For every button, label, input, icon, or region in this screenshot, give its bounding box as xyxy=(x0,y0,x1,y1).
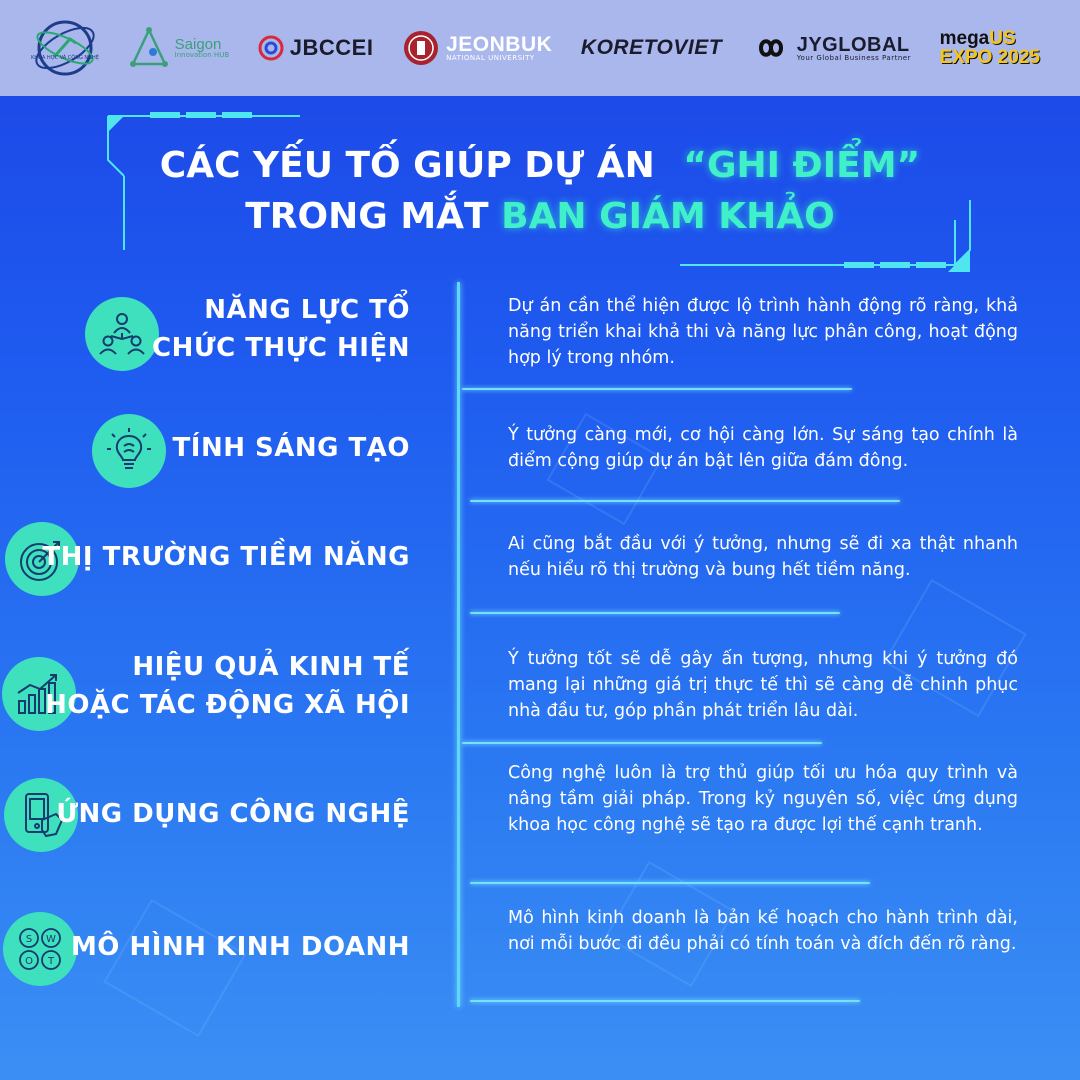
jbccei-emblem-icon xyxy=(258,35,284,61)
saigon-innovation-hub-logo xyxy=(129,26,229,70)
title-line2-white: TRONG MẮT xyxy=(245,196,489,238)
item-label-line: HOẶC TÁC ĐỘNG XÃ HỘI xyxy=(45,689,410,720)
decorative-hexagon xyxy=(103,899,246,1037)
swot-letter: W xyxy=(46,934,56,945)
item-label-line: ỨNG DỤNG CÔNG NGHỆ xyxy=(56,799,410,829)
jbccei-logo xyxy=(258,35,374,61)
item-label-line: HIỆU QUẢ KINH TẾ xyxy=(132,652,410,682)
divider-line xyxy=(470,500,900,502)
mega-us-text: US xyxy=(989,28,1016,49)
logo-caption: KHOA HỌC VÀ CÔNG NGHỆ xyxy=(31,55,99,61)
item-description: Dự án cần thể hiện được lộ trình hành động rõ ràng, khả năng triển khai khả thi và năng lực phân công, hoạt động hợp lý trong nhóm. xyxy=(508,296,1018,368)
timeline-line xyxy=(457,282,460,1007)
item-description: Ý tưởng tốt sẽ dễ gây ấn tượng, nhưng khi ý tưởng đó mang lại những giá trị thực tế thì sẽ càng dễ chinh phục nhà đầu tư, góp phần phát triển lâu dài. xyxy=(508,649,1018,721)
item-label-economic-impact xyxy=(45,649,410,724)
item-label-line: TÍNH SÁNG TẠO xyxy=(172,433,410,463)
divider-line xyxy=(470,1000,860,1002)
item-description: Mô hình kinh doanh là bản kế hoạch cho hành trình dài, nơi mỗi bước đi đều phải có tính toán và đích đến rõ ràng. xyxy=(508,908,1018,954)
jbccei-logo-text: JBCCEI xyxy=(289,35,374,60)
jyglobal-logo-subtext: Your Global Business Partner xyxy=(796,53,911,62)
mega-us-expo-logo xyxy=(940,29,1040,67)
item-description: Công nghệ luôn là trợ thủ giúp tối ưu hóa quy trình và nâng tầm giải pháp. Trong kỷ nguyên số, việc ứng dụng khoa học công nghệ sẽ tạo ra được lợi thế cạnh tranh. xyxy=(508,763,1018,835)
divider-line xyxy=(470,882,870,884)
koretoviet-logo xyxy=(581,36,722,60)
jeonbuk-university-logo xyxy=(402,29,552,67)
item-label-line: MÔ HÌNH KINH DOANH xyxy=(70,932,410,962)
lightbulb-brain-icon xyxy=(92,414,166,488)
swot-letter: O xyxy=(25,956,33,967)
science-technology-logo xyxy=(30,13,100,83)
university-seal-icon xyxy=(402,29,440,67)
team-icon xyxy=(85,297,159,371)
title-line1-white: CÁC YẾU TỐ GIÚP DỰ ÁN xyxy=(159,145,655,186)
title-line1-green: “GHI ĐIỂM” xyxy=(683,145,921,186)
triangle-network-icon xyxy=(129,26,169,70)
jeonbuk-logo-subtext: NATIONAL UNIVERSITY xyxy=(446,54,535,62)
saigon-logo-subtext: Innovation HUB xyxy=(174,51,230,59)
item-description: Ai cũng bắt đầu với ý tưởng, nhưng sẽ đi xa thật nhanh nếu hiểu rõ thị trường và bung hết tiềm năng. xyxy=(508,534,1018,580)
partner-logo-bar xyxy=(0,0,1080,96)
mega-expo-text: EXPO 2025 xyxy=(939,47,1040,68)
globe-icon xyxy=(30,13,100,83)
infinity-icon xyxy=(751,35,791,61)
jyglobal-logo-text: JYGLOBAL xyxy=(796,33,910,56)
jeonbuk-logo-text: JEONBUK xyxy=(446,33,553,56)
item-label-market xyxy=(42,539,410,577)
item-label-line: THỊ TRƯỜNG TIỀM NĂNG xyxy=(42,542,410,572)
item-label-line: NĂNG LỰC TỔ xyxy=(204,295,410,325)
divider-line xyxy=(462,388,852,390)
jyglobal-logo xyxy=(751,35,911,62)
item-label-organization xyxy=(152,292,410,367)
item-label-technology xyxy=(56,796,410,834)
swot-icon xyxy=(3,912,77,986)
koretoviet-logo-text: KORETOVIET xyxy=(580,36,723,59)
divider-line xyxy=(462,742,822,744)
item-label-business-model xyxy=(71,929,410,967)
item-label-line: CHỨC THỰC HIỆN xyxy=(152,332,410,363)
swot-letter: S xyxy=(25,934,33,945)
page-title xyxy=(0,140,1080,242)
mega-logo-text: mega xyxy=(939,28,990,49)
divider-line xyxy=(470,612,840,614)
swot-letter: T xyxy=(47,956,55,967)
item-label-creativity xyxy=(173,430,410,468)
item-description: Ý tưởng càng mới, cơ hội càng lớn. Sự sáng tạo chính là điểm cộng giúp dự án bật lên giữa đám đông. xyxy=(508,425,1018,471)
saigon-logo-text: Saigon xyxy=(174,36,222,53)
title-line2-green: BAN GIÁM KHẢO xyxy=(501,196,835,238)
